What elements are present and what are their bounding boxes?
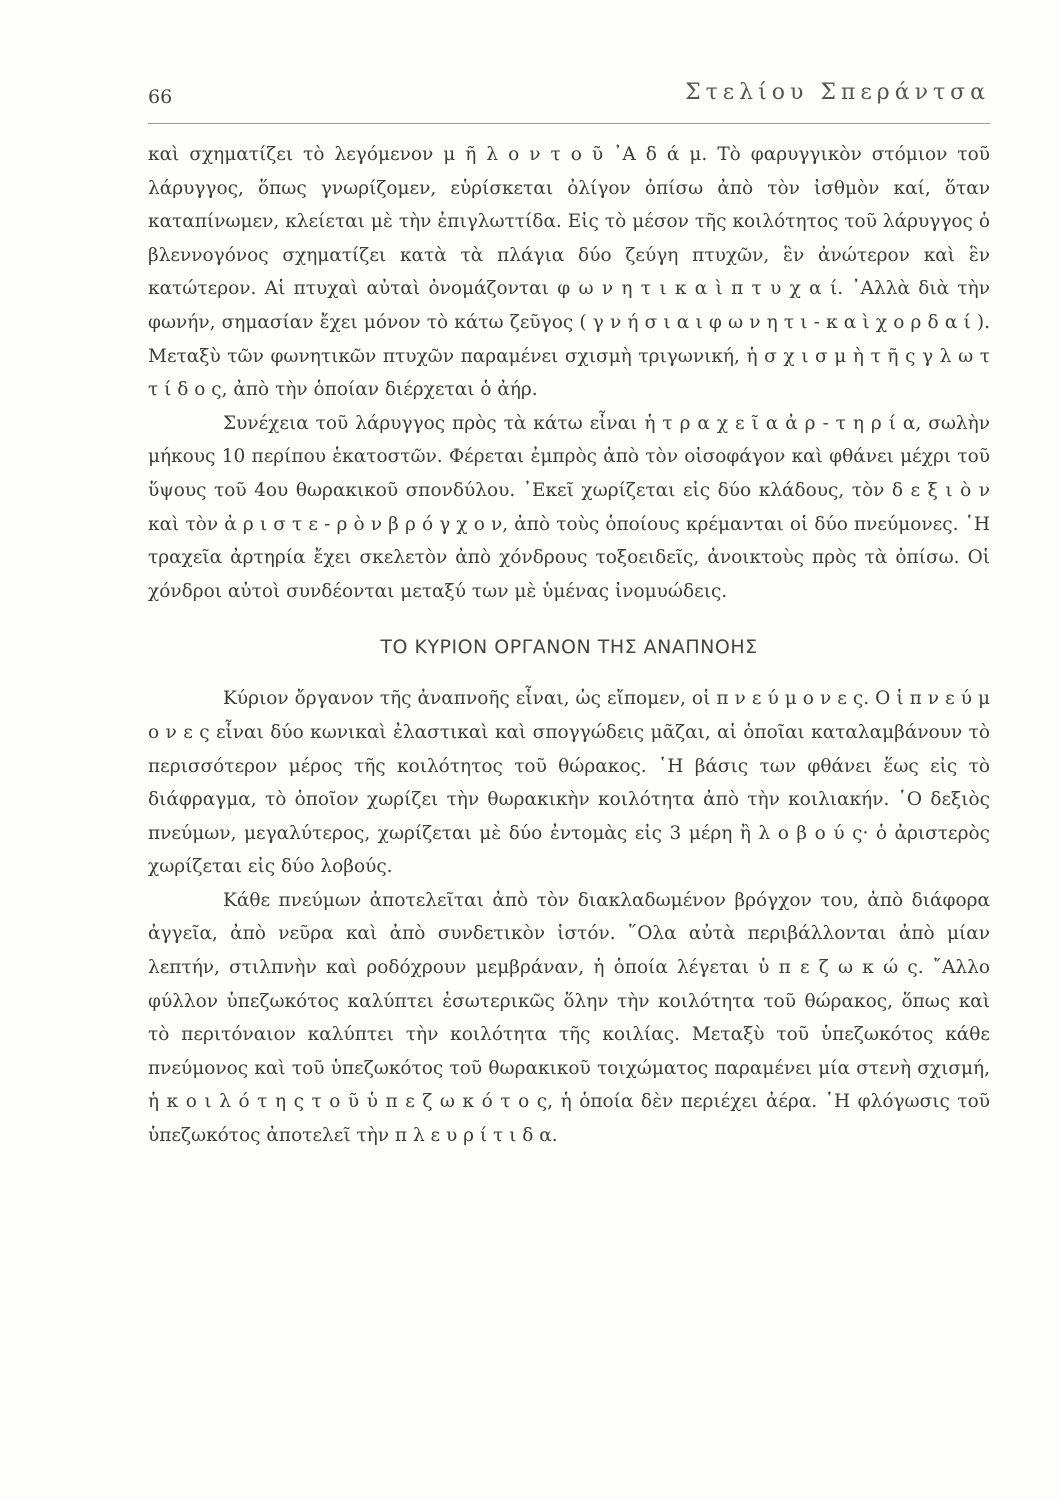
paragraph-larynx: καὶ σχηματίζει τὸ λεγόμενον μ ῆ λ ο ν τ ο ῦ ᾿Α δ ά μ. Τὸ φαρυγγικὸν στόμιον τοῦ λάρυγγος, ὅπως γνωρίζομεν, εὑρίσκεται ὀλίγον ὀπίσω ἀπὸ τὸν ἰσθμὸν καί, ὅταν καταπίνωμεν, κλείεται μὲ τὴν ἐπιγλωττίδα. Εἰς τὸ μέσον τῆς κοιλότητος τοῦ λάρυγγος ὁ βλεννογόνος σχηματίζει κατὰ τὰ πλάγια δύο ζεύγη πτυχῶν, ἓν ἀνώτερον καὶ ἓν κατώτερον. Αἱ πτυχαὶ αὐταὶ ὀνομάζονται φ ω ν η τ ι κ α ὶ π τ υ χ α ί. ᾿Αλλὰ διὰ τὴν φωνήν, σημασίαν ἔχει μόνον τὸ κάτω ζεῦγος ( γ ν ή σ ι α ι φ ω ν η τ ι - κ α ὶ χ ο ρ δ α ί ). Μεταξὺ τῶν φωνητικῶν πτυχῶν παραμένει σχισμὴ τριγωνική, ἡ σ χ ι σ μ ὴ τ ῆ ς γ λ ω τ τ ί δ ο ς, ἀπὸ τὴν ὁποίαν διέρχεται ὁ ἀήρ. xyxy=(148,144,990,401)
running-head xyxy=(148,80,990,112)
running-head-author: Στελίου Σπεράντσα xyxy=(685,80,990,105)
paragraph-lungs: Κύριον ὄργανον τῆς ἀναπνοῆς εἶναι, ὡς εἴπομεν, οἱ π ν ε ύ μ ο ν ε ς. Ο ἱ π ν ε ύ μ ο ν ε ς εἶναι δύο κωνικαὶ ἐλαστικαὶ καὶ σπογγώδεις μᾶζαι, αἱ ὁποῖαι καταλαμβάνουν τὸ περισσότερον μέρος τῆς κοιλότητος τοῦ θώρακος. ῾Η βάσις των φθάνει ἕως εἰς τὸ διάφραγμα, τὸ ὁποῖον χωρίζει τὴν θωρακικὴν κοιλότητα ἀπὸ τὴν κοιλιακήν. ῾Ο δεξιὸς πνεύμων, μεγαλύτερος, χωρίζεται μὲ δύο ἐντομὰς εἰς 3 μέρη ἢ λ ο β ο ύ ς· ὁ ἀριστερὸς χωρίζεται εἰς δύο λοβούς. xyxy=(148,688,990,878)
body-text xyxy=(148,138,990,1153)
paragraph-trachea: Συνέχεια τοῦ λάρυγγος πρὸς τὰ κάτω εἶναι ἡ τ ρ α χ ε ῖ α ἀ ρ - τ η ρ ί α, σωλὴν μήκους 10 περίπου ἑκατοστῶν. Φέρεται ἐμπρὸς ἀπὸ τὸν οἰσοφάγον καὶ φθάνει μέχρι τοῦ ὕψους τοῦ 4ου θωρακικοῦ σπονδύλου. ᾿Εκεῖ χωρίζεται εἰς δύο κλάδους, τὸν δ ε ξ ι ὸ ν καὶ τὸν ἀ ρ ι σ τ ε - ρ ὸ ν β ρ ό γ χ ο ν, ἀπὸ τοὺς ὁποίους κρέμανται οἱ δύο πνεύμονες. ῾Η τραχεῖα ἀρτηρία ἔχει σκελετὸν ἀπὸ χόνδρους τοξοειδεῖς, ἀνοικτοὺς πρὸς τὰ ὀπίσω. Οἱ χόνδροι αὐτοὶ συνδέονται μεταξύ των μὲ ὑμένας ἰνομυώδεις. xyxy=(148,412,990,602)
page-number: 66 xyxy=(148,86,173,108)
header-rule xyxy=(148,123,990,124)
section-heading: ΤΟ ΚΥΡΙΟΝ ΟΡΓΑΝΟΝ ΤΗΣ ΑΝΑΠΝΟΗΣ xyxy=(380,636,758,659)
paragraph-pleura: Κάθε πνεύμων ἀποτελεῖται ἀπὸ τὸν διακλαδωμένον βρόγχον του, ἀπὸ διάφορα ἀγγεῖα, ἀπὸ νεῦρα καὶ ἀπὸ συνδετικὸν ἱστόν. ῞Ολα αὐτὰ περιβάλλονται ἀπὸ μίαν λεπτήν, στιλπνὴν καὶ ροδόχρουν μεμβράναν, ἡ ὁποία λέγεται ὑ π ε ζ ω κ ώ ς. ῎Αλλο φύλλον ὑπεζωκότος καλύπτει ἐσωτερικῶς ὅλην τὴν κοιλότητα τοῦ θώρακος, ὅπως καὶ τὸ περιτόναιον καλύπτει τὴν κοιλότητα τῆς κοιλίας. Μεταξὺ τοῦ ὑπεζωκότος κάθε πνεύμονος καὶ τοῦ ὑπεζωκότος τοῦ θωρακικοῦ τοιχώματος παραμένει μία στενὴ σχισμή, ἡ κ ο ι λ ό τ η ς τ ο ῦ ὑ π ε ζ ω κ ό τ ο ς, ἡ ὁποία δὲν περιέχει ἀέρα. ῾Η φλόγωσις τοῦ ὑπεζωκότος ἀποτελεῖ τὴν π λ ε υ ρ ί τ ι δ α. xyxy=(148,889,990,1147)
